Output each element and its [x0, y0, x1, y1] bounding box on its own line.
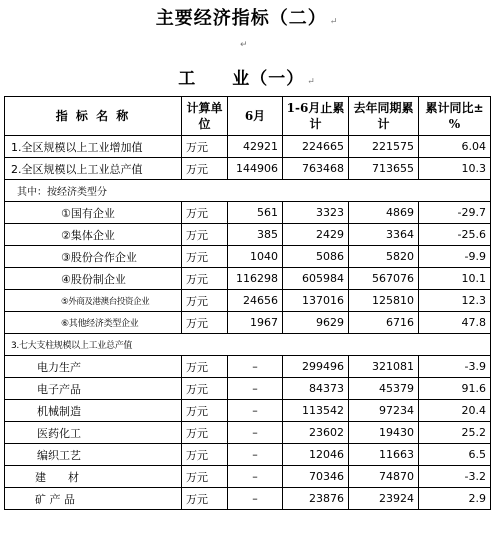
row-last-year: 19430 — [349, 422, 419, 444]
table-header — [5, 97, 491, 136]
table-row — [5, 290, 491, 312]
row-name: ⑤外商及港澳台投资企业 — [5, 290, 182, 312]
row-unit: 万元 — [182, 246, 228, 268]
row-unit: 万元 — [182, 400, 228, 422]
row-name: ①国有企业 — [5, 202, 182, 224]
indicator-table — [4, 96, 491, 510]
row-change: 10.1 — [419, 268, 491, 290]
section-subtitle-text: 工 业（一） — [178, 69, 305, 89]
row-month: 42921 — [228, 136, 283, 158]
row-month: 385 — [228, 224, 283, 246]
paragraph-mark-icon: ↵ — [240, 40, 248, 50]
table-row — [5, 378, 491, 400]
section-filler — [182, 334, 491, 356]
row-month: 1040 — [228, 246, 283, 268]
row-change: 2.9 — [419, 488, 491, 510]
row-name: 电子产品 — [5, 378, 182, 400]
row-month: – — [228, 378, 283, 400]
row-cumulative: 70346 — [283, 466, 349, 488]
row-name: 矿 产 品 — [5, 488, 182, 510]
column-header-change: 累计同比±% — [419, 97, 491, 136]
row-name: 2.全区规模以上工业总产值 — [5, 158, 182, 180]
row-last-year: 221575 — [349, 136, 419, 158]
row-unit: 万元 — [182, 378, 228, 400]
table-row — [5, 224, 491, 246]
row-month: 561 — [228, 202, 283, 224]
row-cumulative: 23876 — [283, 488, 349, 510]
row-cumulative: 137016 — [283, 290, 349, 312]
table-section-row — [5, 334, 491, 356]
row-unit: 万元 — [182, 356, 228, 378]
row-cumulative: 12046 — [283, 444, 349, 466]
row-cumulative: 5086 — [283, 246, 349, 268]
column-header-name: 指 标 名 称 — [5, 97, 182, 136]
row-month: – — [228, 400, 283, 422]
row-month: 1967 — [228, 312, 283, 334]
row-name: ④股份制企业 — [5, 268, 182, 290]
row-name: 机械制造 — [5, 400, 182, 422]
row-name: 医药化工 — [5, 422, 182, 444]
row-change: 12.3 — [419, 290, 491, 312]
page-title — [0, 4, 494, 30]
row-last-year: 11663 — [349, 444, 419, 466]
row-last-year: 567076 — [349, 268, 419, 290]
row-unit: 万元 — [182, 136, 228, 158]
row-change: 20.4 — [419, 400, 491, 422]
row-name: ②集体企业 — [5, 224, 182, 246]
table-row — [5, 312, 491, 334]
table-row — [5, 246, 491, 268]
row-name: ③股份合作企业 — [5, 246, 182, 268]
row-cumulative: 605984 — [283, 268, 349, 290]
table-header-row — [5, 97, 491, 136]
row-last-year: 3364 — [349, 224, 419, 246]
row-change: -29.7 — [419, 202, 491, 224]
table-row — [5, 444, 491, 466]
row-unit: 万元 — [182, 444, 228, 466]
row-month: 144906 — [228, 158, 283, 180]
column-header-cumulative: 1-6月止累计 — [283, 97, 349, 136]
row-name: 编织工艺 — [5, 444, 182, 466]
table-row — [5, 268, 491, 290]
row-change: 91.6 — [419, 378, 491, 400]
row-month: – — [228, 422, 283, 444]
row-last-year: 97234 — [349, 400, 419, 422]
row-cumulative: 763468 — [283, 158, 349, 180]
table-row — [5, 422, 491, 444]
row-unit: 万元 — [182, 158, 228, 180]
row-cumulative: 224665 — [283, 136, 349, 158]
table-section-row — [5, 180, 491, 202]
table-body — [5, 136, 491, 510]
column-header-unit: 计算单位 — [182, 97, 228, 136]
row-month: – — [228, 356, 283, 378]
row-last-year: 4869 — [349, 202, 419, 224]
row-last-year: 23924 — [349, 488, 419, 510]
section-subtitle — [0, 64, 494, 89]
table-row — [5, 356, 491, 378]
section-label: 其中：按经济类型分 — [5, 180, 182, 202]
row-name: 电力生产 — [5, 356, 182, 378]
row-unit: 万元 — [182, 224, 228, 246]
row-last-year: 45379 — [349, 378, 419, 400]
section-label: 3.七大支柱规模以上工业总产值 — [5, 334, 182, 356]
paragraph-mark-icon: ↵ — [329, 17, 339, 27]
row-change: -3.9 — [419, 356, 491, 378]
table-row — [5, 158, 491, 180]
row-last-year: 6716 — [349, 312, 419, 334]
paragraph-mark-icon: ↵ — [307, 77, 316, 87]
row-last-year: 74870 — [349, 466, 419, 488]
row-change: 10.3 — [419, 158, 491, 180]
row-unit: 万元 — [182, 488, 228, 510]
row-name: 建 材 — [5, 466, 182, 488]
row-cumulative: 9629 — [283, 312, 349, 334]
row-unit: 万元 — [182, 466, 228, 488]
column-header-month: 6月 — [228, 97, 283, 136]
column-header-last-year: 去年同期累计 — [349, 97, 419, 136]
row-cumulative: 113542 — [283, 400, 349, 422]
page-title-text: 主要经济指标（二） — [155, 8, 327, 29]
row-unit: 万元 — [182, 422, 228, 444]
row-unit: 万元 — [182, 290, 228, 312]
table-row — [5, 136, 491, 158]
row-last-year: 125810 — [349, 290, 419, 312]
row-last-year: 5820 — [349, 246, 419, 268]
row-change: -25.6 — [419, 224, 491, 246]
row-unit: 万元 — [182, 268, 228, 290]
row-change: 6.04 — [419, 136, 491, 158]
row-month: – — [228, 466, 283, 488]
row-month: – — [228, 444, 283, 466]
row-last-year: 713655 — [349, 158, 419, 180]
row-change: 25.2 — [419, 422, 491, 444]
row-last-year: 321081 — [349, 356, 419, 378]
row-change: -3.2 — [419, 466, 491, 488]
section-filler — [182, 180, 491, 202]
row-name: 1.全区规模以上工业增加值 — [5, 136, 182, 158]
row-cumulative: 2429 — [283, 224, 349, 246]
row-month: – — [228, 488, 283, 510]
row-unit: 万元 — [182, 312, 228, 334]
row-change: 6.5 — [419, 444, 491, 466]
row-month: 24656 — [228, 290, 283, 312]
row-cumulative: 84373 — [283, 378, 349, 400]
row-change: -9.9 — [419, 246, 491, 268]
row-change: 47.8 — [419, 312, 491, 334]
row-month: 116298 — [228, 268, 283, 290]
row-cumulative: 299496 — [283, 356, 349, 378]
table-row — [5, 202, 491, 224]
table-row — [5, 488, 491, 510]
table-row — [5, 466, 491, 488]
row-name: ⑥其他经济类型企业 — [5, 312, 182, 334]
row-cumulative: 23602 — [283, 422, 349, 444]
row-unit: 万元 — [182, 202, 228, 224]
row-cumulative: 3323 — [283, 202, 349, 224]
table-row — [5, 400, 491, 422]
